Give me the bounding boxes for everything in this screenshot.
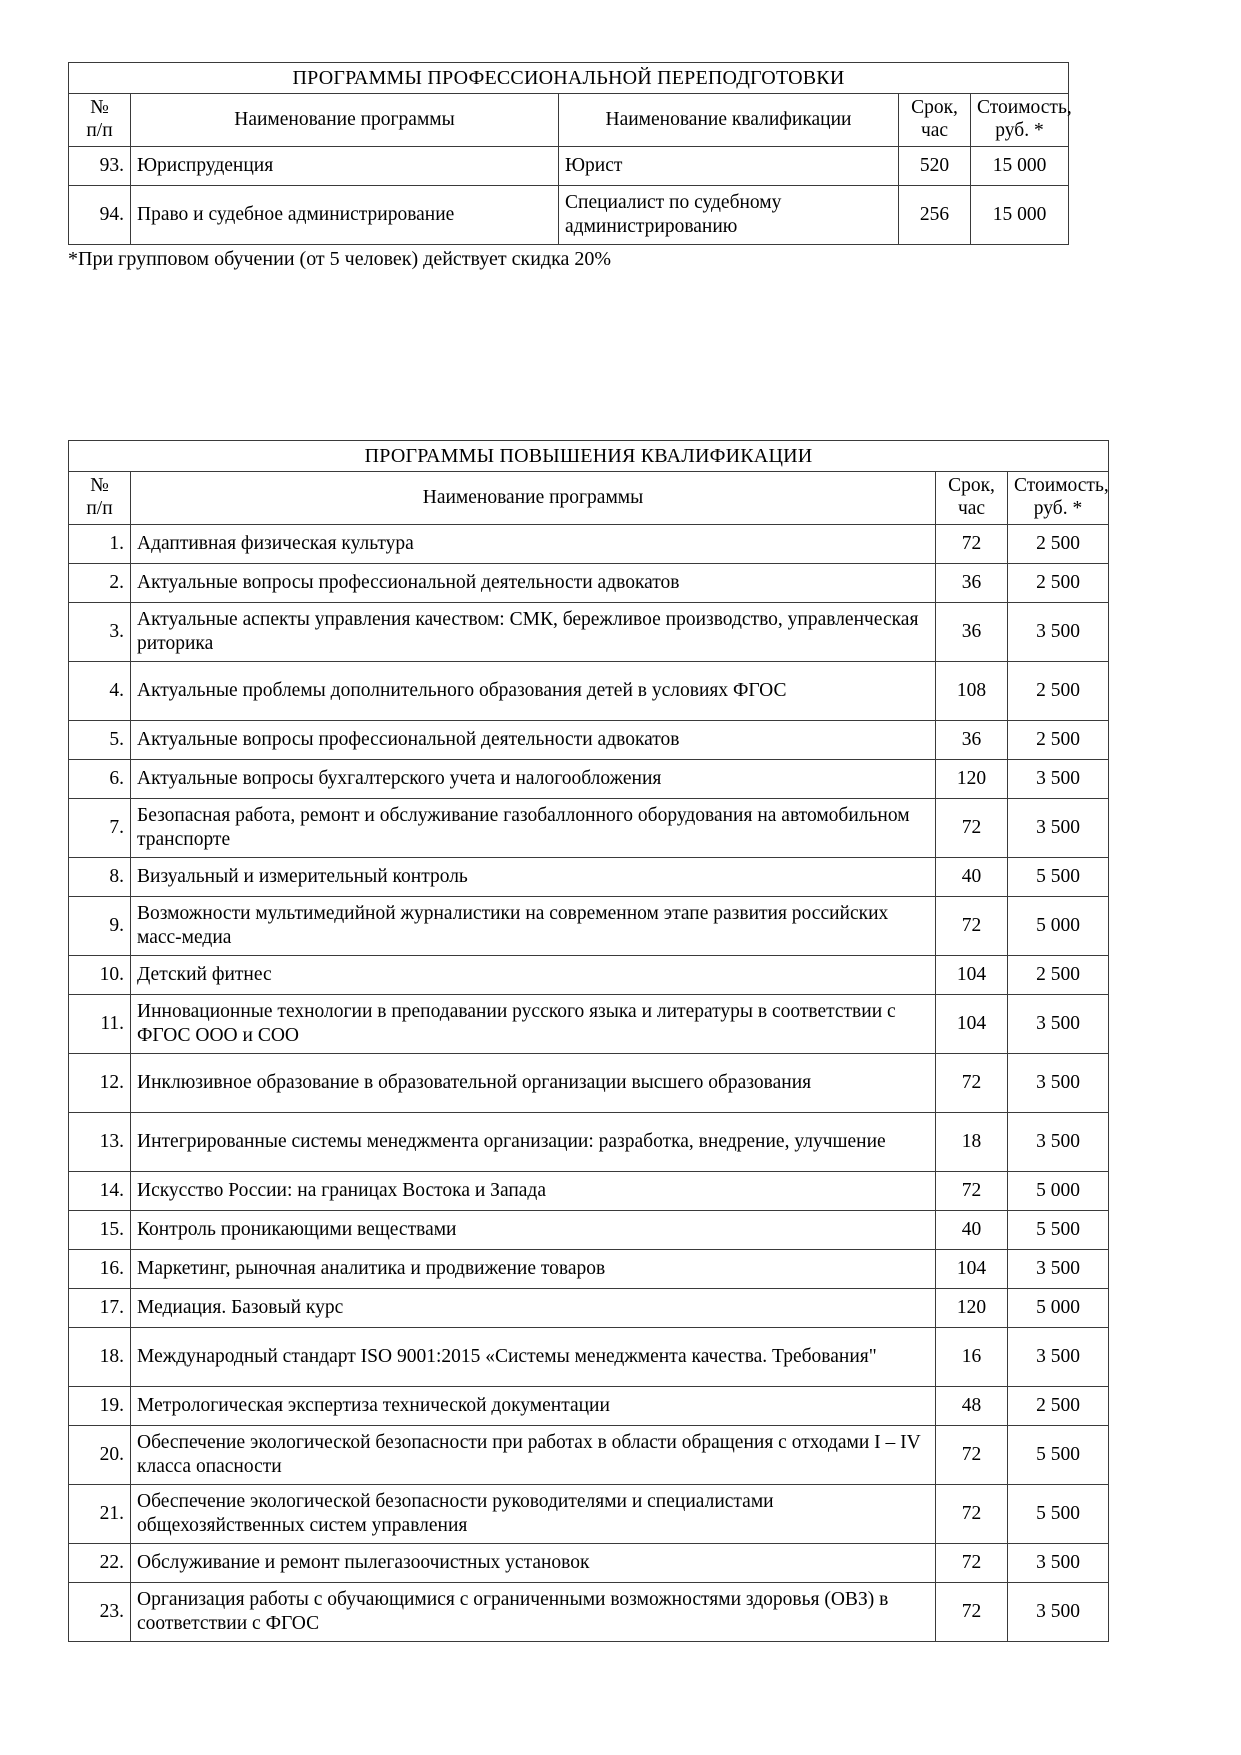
row-program: Инклюзивное образование в образовательной организации высшего образования [131, 1053, 936, 1112]
row-number: 9. [69, 896, 131, 955]
row-number: 7. [69, 798, 131, 857]
table-row [69, 1543, 1109, 1582]
qualification-header-hours-line1: Срок, [948, 475, 995, 497]
retraining-table-container [68, 62, 1072, 245]
row-hours: 72 [936, 896, 1008, 955]
table-row [69, 1249, 1109, 1288]
table-row [69, 1327, 1109, 1386]
qualification-table-body [69, 441, 1109, 1642]
row-number: 14. [69, 1171, 131, 1210]
table-row [69, 185, 1069, 244]
row-hours: 72 [936, 1053, 1008, 1112]
table-row [69, 1171, 1109, 1210]
qualification-header-program: Наименование программы [131, 472, 936, 524]
row-hours: 72 [936, 1425, 1008, 1484]
table-row [69, 1210, 1109, 1249]
row-cost: 3 500 [1008, 602, 1109, 661]
row-hours: 520 [899, 146, 971, 185]
qualification-table-title: ПРОГРАММЫ ПОВЫШЕНИЯ КВАЛИФИКАЦИИ [69, 441, 1109, 472]
retraining-header-hours [899, 94, 971, 146]
row-number: 5. [69, 720, 131, 759]
row-cost: 5 000 [1008, 896, 1109, 955]
row-program: Актуальные вопросы профессиональной деятельности адвокатов [131, 720, 936, 759]
qualification-header-number [69, 472, 131, 524]
table-row [69, 955, 1109, 994]
retraining-table-title: ПРОГРАММЫ ПРОФЕССИОНАЛЬНОЙ ПЕРЕПОДГОТОВКИ [69, 63, 1069, 94]
row-hours: 48 [936, 1386, 1008, 1425]
row-cost: 2 500 [1008, 563, 1109, 602]
row-program: Обслуживание и ремонт пылегазоочистных установок [131, 1543, 936, 1582]
row-cost: 2 500 [1008, 720, 1109, 759]
row-program: Обеспечение экологической безопасности руководителями и специалистами общехозяйственных систем управления [131, 1484, 936, 1543]
retraining-header-qualification: Наименование квалификации [559, 94, 899, 146]
table-row [69, 994, 1109, 1053]
row-program: Медиация. Базовый курс [131, 1288, 936, 1327]
row-hours: 120 [936, 759, 1008, 798]
row-cost: 2 500 [1008, 1386, 1109, 1425]
row-program: Возможности мультимедийной журналистики на современном этапе развития российских масс-медиа [131, 896, 936, 955]
table-row [69, 1288, 1109, 1327]
row-hours: 36 [936, 602, 1008, 661]
row-cost: 5 500 [1008, 1425, 1109, 1484]
discount-footnote: *При групповом обучении (от 5 человек) действует скидка 20% [68, 248, 612, 270]
row-number: 17. [69, 1288, 131, 1327]
table-row [69, 720, 1109, 759]
qualification-table-container [68, 440, 1109, 1642]
row-cost: 5 000 [1008, 1288, 1109, 1327]
row-number: 11. [69, 994, 131, 1053]
row-cost: 5 000 [1008, 1171, 1109, 1210]
retraining-header-cost-line2: руб. * [995, 120, 1044, 141]
row-program: Искусство России: на границах Востока и Запада [131, 1171, 936, 1210]
row-qualification: Юрист [559, 146, 899, 185]
row-qualification: Специалист по судебному администрированию [559, 185, 899, 244]
row-number: 12. [69, 1053, 131, 1112]
qualification-header-row [69, 472, 1109, 524]
row-hours: 120 [936, 1288, 1008, 1327]
row-number: 16. [69, 1249, 131, 1288]
table-row [69, 857, 1109, 896]
qualification-header-cost [1008, 472, 1109, 524]
row-program: Актуальные вопросы профессиональной деятельности адвокатов [131, 563, 936, 602]
row-program: Маркетинг, рыночная аналитика и продвижение товаров [131, 1249, 936, 1288]
row-program: Метрологическая экспертиза технической документации [131, 1386, 936, 1425]
row-cost: 3 500 [1008, 1582, 1109, 1641]
row-hours: 16 [936, 1327, 1008, 1386]
row-cost: 3 500 [1008, 1053, 1109, 1112]
retraining-header-cost-line1: Стоимость, [977, 97, 1072, 119]
row-program: Контроль проникающими веществами [131, 1210, 936, 1249]
row-cost: 2 500 [1008, 524, 1109, 563]
retraining-header-number-line1: № [90, 97, 109, 119]
row-program: Интегрированные системы менеджмента организации: разработка, внедрение, улучшение [131, 1112, 936, 1171]
row-hours: 36 [936, 563, 1008, 602]
row-hours: 104 [936, 955, 1008, 994]
qualification-table [68, 440, 1109, 1642]
row-number: 3. [69, 602, 131, 661]
row-cost: 3 500 [1008, 1543, 1109, 1582]
row-program: Адаптивная физическая культура [131, 524, 936, 563]
row-cost: 2 500 [1008, 661, 1109, 720]
retraining-header-cost [971, 94, 1072, 146]
row-hours: 36 [936, 720, 1008, 759]
row-hours: 40 [936, 857, 1008, 896]
retraining-title-row [69, 63, 1069, 94]
row-number: 18. [69, 1327, 131, 1386]
row-cost: 3 500 [1008, 1327, 1109, 1386]
row-cost: 3 500 [1008, 1249, 1109, 1288]
retraining-header-hours-line1: Срок, [911, 97, 958, 119]
retraining-table [68, 62, 1072, 245]
row-cost: 15 000 [971, 185, 1069, 244]
qualification-header-cost-line1: Стоимость, [1014, 475, 1109, 497]
row-number: 15. [69, 1210, 131, 1249]
row-program: Право и судебное администрирование [131, 185, 559, 244]
row-hours: 72 [936, 1543, 1008, 1582]
row-program: Детский фитнес [131, 955, 936, 994]
row-number: 23. [69, 1582, 131, 1641]
row-number: 93. [69, 146, 131, 185]
row-cost: 15 000 [971, 146, 1069, 185]
table-row [69, 896, 1109, 955]
row-hours: 104 [936, 1249, 1008, 1288]
row-program: Международный стандарт ISO 9001:2015 «Системы менеджмента качества. Требования" [131, 1327, 936, 1386]
qualification-header-number-line2: п/п [86, 498, 113, 519]
table-row [69, 1386, 1109, 1425]
row-number: 8. [69, 857, 131, 896]
table-row [69, 1582, 1109, 1641]
row-cost: 2 500 [1008, 955, 1109, 994]
row-program: Безопасная работа, ремонт и обслуживание газобаллонного оборудования на автомобильном транспорте [131, 798, 936, 857]
row-hours: 104 [936, 994, 1008, 1053]
row-number: 21. [69, 1484, 131, 1543]
row-number: 2. [69, 563, 131, 602]
qualification-header-number-line1: № [90, 475, 109, 497]
retraining-header-row [69, 94, 1069, 146]
retraining-header-number [69, 94, 131, 146]
row-hours: 18 [936, 1112, 1008, 1171]
qualification-header-hours [936, 472, 1008, 524]
table-row [69, 146, 1069, 185]
row-program: Юриспруденция [131, 146, 559, 185]
row-number: 10. [69, 955, 131, 994]
table-row [69, 524, 1109, 563]
table-row [69, 1425, 1109, 1484]
row-cost: 3 500 [1008, 994, 1109, 1053]
table-row [69, 1112, 1109, 1171]
row-number: 13. [69, 1112, 131, 1171]
row-program: Актуальные вопросы бухгалтерского учета и налогообложения [131, 759, 936, 798]
row-program: Организация работы с обучающимися с ограниченными возможностями здоровья (ОВЗ) в соответствии с ФГОС [131, 1582, 936, 1641]
row-cost: 5 500 [1008, 857, 1109, 896]
table-row [69, 1484, 1109, 1543]
row-cost: 5 500 [1008, 1484, 1109, 1543]
row-hours: 72 [936, 1484, 1008, 1543]
row-program: Актуальные аспекты управления качеством: СМК, бережливое производство, управленческая риторика [131, 602, 936, 661]
row-program: Визуальный и измерительный контроль [131, 857, 936, 896]
qualification-header-cost-line2: руб. * [1033, 498, 1083, 519]
row-program: Обеспечение экологической безопасности при работах в области обращения с отходами I – IV класса опасности [131, 1425, 936, 1484]
table-row [69, 602, 1109, 661]
row-hours: 40 [936, 1210, 1008, 1249]
row-number: 94. [69, 185, 131, 244]
table-row [69, 1053, 1109, 1112]
row-number: 19. [69, 1386, 131, 1425]
table-row [69, 563, 1109, 602]
row-cost: 3 500 [1008, 1112, 1109, 1171]
table-row [69, 759, 1109, 798]
row-cost: 3 500 [1008, 759, 1109, 798]
row-hours: 72 [936, 1171, 1008, 1210]
retraining-header-program: Наименование программы [131, 94, 559, 146]
row-hours: 108 [936, 661, 1008, 720]
table-row [69, 798, 1109, 857]
row-number: 22. [69, 1543, 131, 1582]
retraining-header-hours-line2: час [920, 120, 949, 141]
row-hours: 256 [899, 185, 971, 244]
row-number: 4. [69, 661, 131, 720]
row-number: 6. [69, 759, 131, 798]
retraining-table-body [69, 63, 1072, 245]
row-hours: 72 [936, 1582, 1008, 1641]
qualification-title-row [69, 441, 1109, 472]
row-hours: 72 [936, 524, 1008, 563]
table-row [69, 661, 1109, 720]
row-program: Инновационные технологии в преподавании русского языка и литературы в соответствии с ФГОС ООО и СОО [131, 994, 936, 1053]
row-cost: 5 500 [1008, 1210, 1109, 1249]
retraining-header-number-line2: п/п [86, 120, 113, 141]
row-number: 20. [69, 1425, 131, 1484]
row-cost: 3 500 [1008, 798, 1109, 857]
row-program: Актуальные проблемы дополнительного образования детей в условиях ФГОС [131, 661, 936, 720]
row-number: 1. [69, 524, 131, 563]
qualification-header-hours-line2: час [957, 498, 986, 519]
row-hours: 72 [936, 798, 1008, 857]
